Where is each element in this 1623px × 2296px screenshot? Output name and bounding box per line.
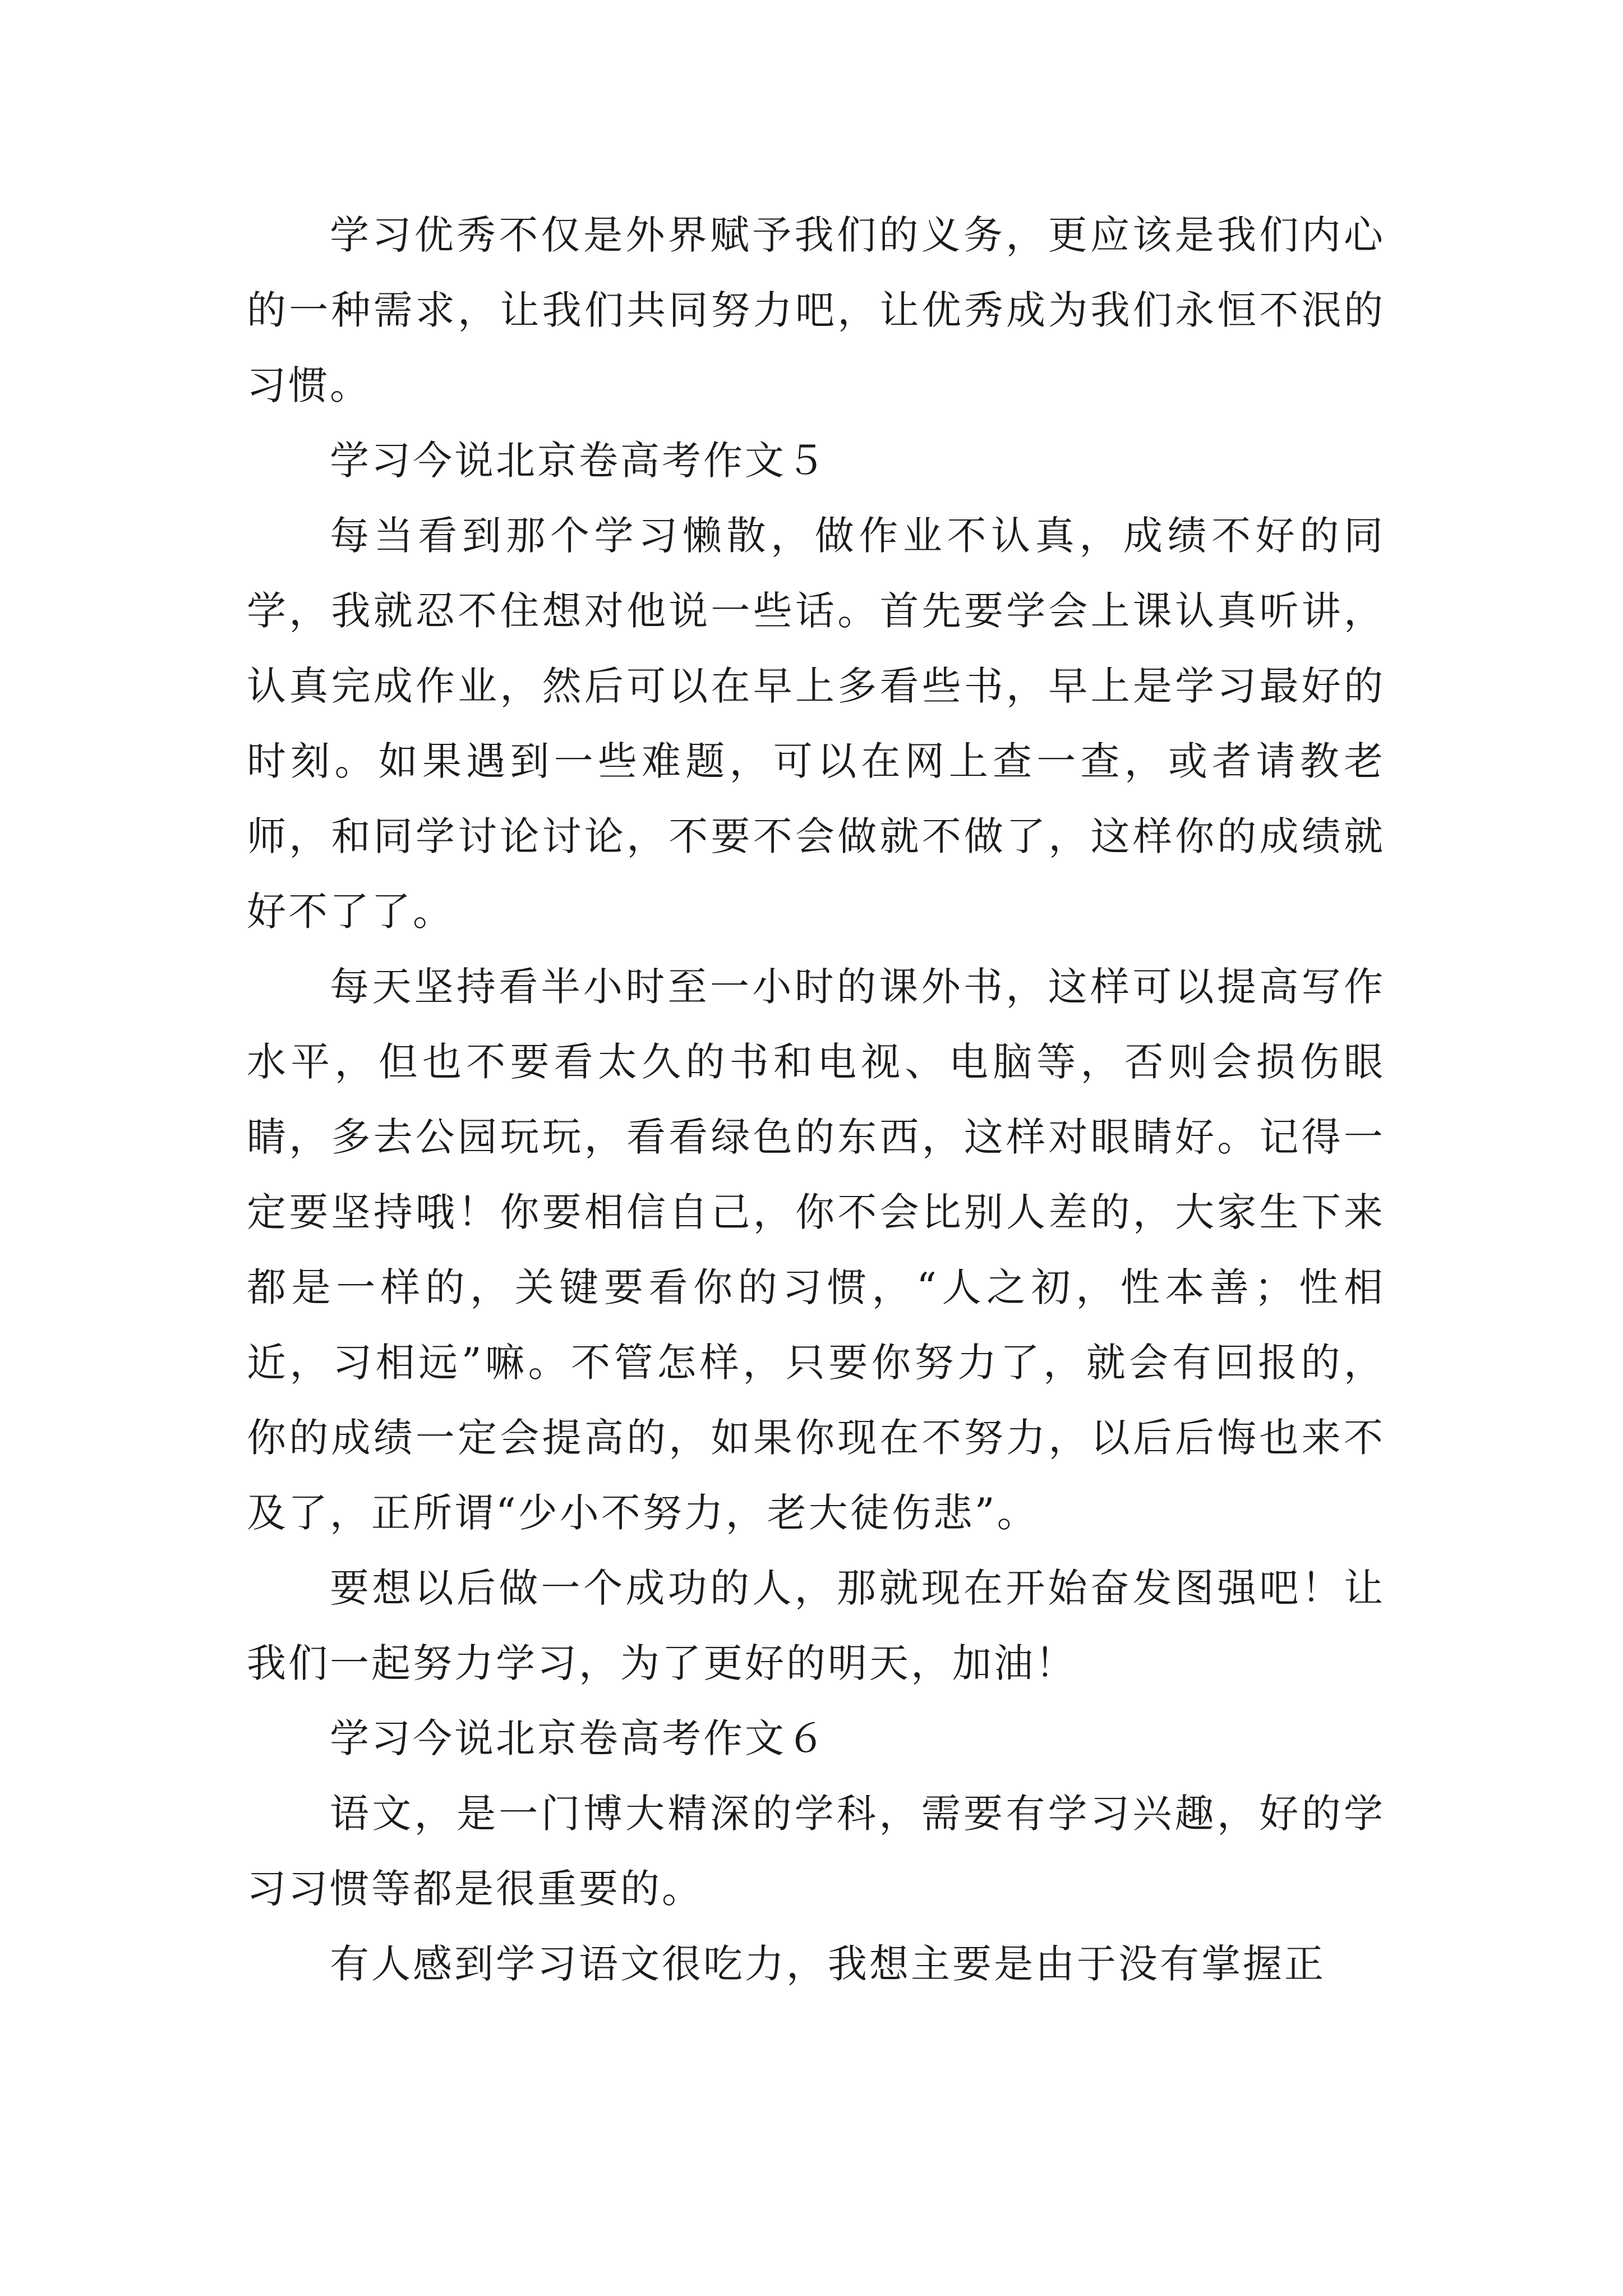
document-body: [247, 197, 1385, 2001]
paragraph: 每天坚持看半小时至一小时的课外书，这样可以提高写作水平，但也不要看太久的书和电视、电脑等，否则会损伤眼睛，多去公园玩玩，看看绿色的东西，这样对眼睛好。记得一定要坚持哦！你要相信自己，你不会比别人差的，大家生下来都是一样的，关键要看你的习惯，“人之初，性本善；性相近，习相远”嘛。不管怎样，只要你努力了，就会有回报的，你的成绩一定会提高的，如果你现在不努力，以后后悔也来不及了，正所谓“少小不努力，老大徒伤悲”。: [247, 964, 1385, 1536]
paragraph: 学习优秀不仅是外界赋予我们的义务，更应该是我们内心的一种需求，让我们共同努力吧，让优秀成为我们永恒不泯的习惯。: [247, 212, 1385, 408]
paragraph: 语文，是一门博大精深的学科，需要有学习兴趣，好的学习习惯等都是很重要的。: [247, 1791, 1385, 1912]
paragraph: 每当看到那个学习懒散，做作业不认真，成绩不好的同学，我就忍不住想对他说一些话。首先要学会上课认真听讲，认真完成作业，然后可以在早上多看些书，早上是学习最好的时刻。如果遇到一些难题，可以在网上查一查，或者请教老师，和同学讨论讨论，不要不会做就不做了，这样你的成绩就好不了了。: [247, 513, 1385, 935]
section-heading: 学习今说北京卷高考作文６: [330, 1715, 828, 1761]
paragraph: 要想以后做一个成功的人，那就现在开始奋发图强吧！让我们一起努力学习，为了更好的明天，加油！: [247, 1565, 1385, 1686]
section-heading: 学习今说北京卷高考作文５: [330, 438, 828, 484]
paragraph: 有人感到学习语文很吃力，我想主要是由于没有掌握正: [330, 1941, 1326, 1987]
